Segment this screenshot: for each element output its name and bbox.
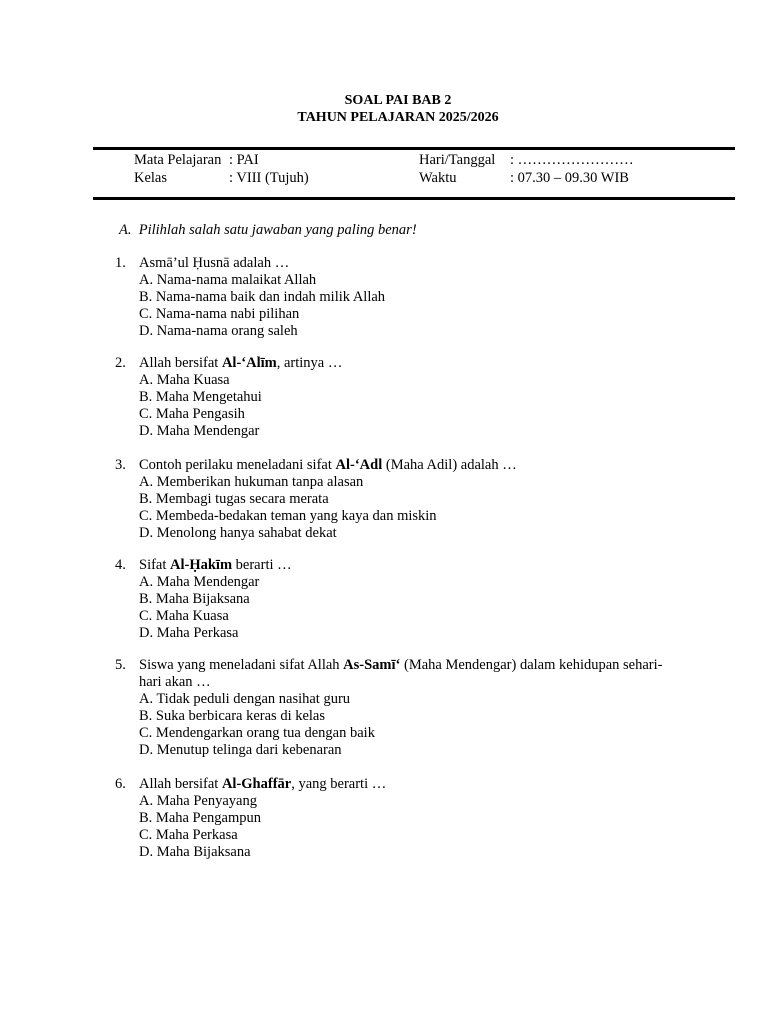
answer-option: D. Maha Bijaksana xyxy=(139,843,251,860)
question-text: , yang berarti … xyxy=(291,776,387,792)
question-text: , artinya … xyxy=(276,355,343,371)
question-text: berarti … xyxy=(232,557,292,573)
answer-option: D. Nama-nama orang saleh xyxy=(139,322,298,339)
answer-option: C. Maha Pengasih xyxy=(139,405,245,422)
question-text: Contoh perilaku meneladani sifat xyxy=(139,457,336,473)
answer-option: A. Tidak peduli dengan nasihat guru xyxy=(139,690,351,707)
question-number: 4. xyxy=(115,557,126,573)
instruction-text: Pilihlah salah satu jawaban yang paling benar! xyxy=(138,222,417,238)
question-item xyxy=(115,355,675,440)
answer-option: B. Maha Mengetahui xyxy=(139,388,262,405)
question-text: (Maha Mendengar) dalam kehidupan sehari-hari akan … xyxy=(139,657,663,690)
answer-option: B. Membagi tugas secara merata xyxy=(139,490,329,507)
answer-option: D. Maha Mendengar xyxy=(139,422,260,439)
answer-option: B. Nama-nama baik dan indah milik Allah xyxy=(139,288,386,305)
time-label: Waktu xyxy=(419,170,457,186)
section-letter: A. xyxy=(119,222,132,238)
answer-option: A. Memberikan hukuman tanpa alasan xyxy=(139,473,364,490)
time-value: : 07.30 – 09.30 WIB xyxy=(510,170,629,186)
answer-option: A. Maha Mendengar xyxy=(139,573,260,590)
answer-option: C. Mendengarkan orang tua dengan baik xyxy=(139,724,375,741)
question-text: Siswa yang meneladani sifat Allah xyxy=(139,657,344,673)
question-text: Allah bersifat xyxy=(139,776,222,792)
answer-option: D. Menolong hanya sahabat dekat xyxy=(139,524,337,541)
answer-option: C. Maha Perkasa xyxy=(139,826,238,843)
answer-option: D. Maha Perkasa xyxy=(139,624,239,641)
question-number: 5. xyxy=(115,657,126,673)
question-item xyxy=(115,776,675,861)
answer-option: C. Nama-nama nabi pilihan xyxy=(139,305,300,322)
answer-option: B. Maha Bijaksana xyxy=(139,590,250,607)
question-stem xyxy=(139,457,675,474)
question-number: 1. xyxy=(115,255,126,271)
question-number: 6. xyxy=(115,776,126,792)
subject-value: : PAI xyxy=(229,152,259,168)
answer-option: A. Nama-nama malaikat Allah xyxy=(139,271,317,288)
question-item xyxy=(115,457,675,542)
asmaul-husna-term: As-Samī‘ xyxy=(343,657,401,673)
subject-label: Mata Pelajaran xyxy=(134,152,222,168)
question-stem xyxy=(139,255,675,272)
question-stem xyxy=(139,657,675,691)
answer-option: C. Maha Kuasa xyxy=(139,607,229,624)
answer-option: B. Maha Pengampun xyxy=(139,809,262,826)
question-stem xyxy=(139,355,675,372)
class-value: : VIII (Tujuh) xyxy=(229,170,309,186)
asmaul-husna-term: Al-‘Alīm xyxy=(221,355,277,371)
top-divider xyxy=(93,147,735,150)
asmaul-husna-term: Al-‘Adl xyxy=(335,457,383,473)
answer-option: A. Maha Kuasa xyxy=(139,371,230,388)
answer-option: D. Menutup telinga dari kebenaran xyxy=(139,741,342,758)
question-text: Allah bersifat xyxy=(139,355,222,371)
answer-option: A. Maha Penyayang xyxy=(139,792,257,809)
question-text: Asmā’ul Ḥusnā adalah … xyxy=(139,255,290,271)
bottom-divider xyxy=(93,197,735,200)
question-number: 3. xyxy=(115,457,126,473)
question-text: Sifat xyxy=(139,557,171,573)
question-text: (Maha Adil) adalah … xyxy=(382,457,517,473)
question-item xyxy=(115,657,675,758)
date-label: Hari/Tanggal xyxy=(419,152,496,168)
section-instruction xyxy=(119,221,417,239)
question-stem xyxy=(139,776,675,793)
exam-title: SOAL PAI BAB 2 xyxy=(344,93,452,108)
question-item xyxy=(115,255,675,340)
question-stem xyxy=(139,557,675,574)
question-number: 2. xyxy=(115,355,126,371)
asmaul-husna-term: Al-Ghaffār xyxy=(221,776,292,792)
date-value: : …………………… xyxy=(510,152,634,168)
asmaul-husna-term: Al-Ḥakīm xyxy=(170,557,233,573)
class-label: Kelas xyxy=(134,170,168,186)
answer-option: B. Suka berbicara keras di kelas xyxy=(139,707,326,724)
exam-subtitle: TAHUN PELAJARAN 2025/2026 xyxy=(297,110,499,125)
answer-option: C. Membeda-bedakan teman yang kaya dan miskin xyxy=(139,507,437,524)
question-item xyxy=(115,557,675,642)
